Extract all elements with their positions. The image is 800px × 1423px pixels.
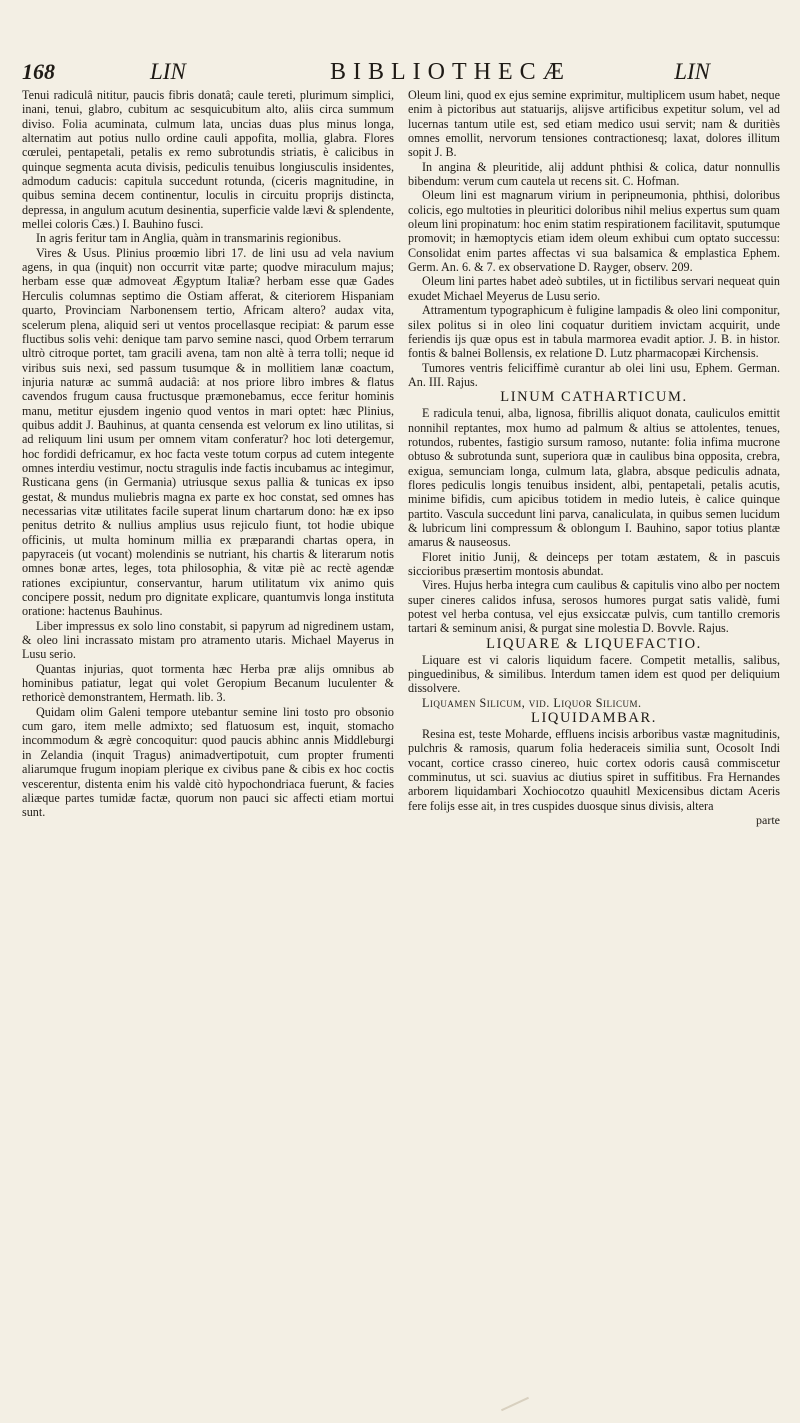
right-key-word: LIN [674,59,710,84]
page-number: 168 [22,59,55,84]
catchword: parte [756,813,780,828]
paragraph: Oleum lini, quod ex ejus semine exprimitur, multiplicem usum habet, neque enim à pictoribus aut statuarijs, alijsve artificibus expetitur solum, vel ad lucernas tantum utile est, sed etiam medico usui servit; nam & duritiès omnes emollit, nervorum tensiones contractionesq; laxat, dolores illitum sopit J. B. [408,88,780,160]
paper-mark [501,1397,529,1411]
paragraph: Liber impressus ex solo lino constabit, si papyrum ad nigredinem ustam, & oleo lini incrassato mistam pro atramento utaris. Michael Mayerus in Lusu serio. [22,618,394,662]
paragraph: Quantas injurias, quot tormenta hæc Herba præ alijs omnibus ab hominibus patiatur, legat qui volet Geropium Becanum luculenter & rethoricè demonstrantem, Hermath. lib. 3. [22,661,394,705]
paragraph: Attramentum typographicum è fuligine lampadis & oleo lini componitur, silex politus si in oleo lini coquatur duritiem invictam acquirit, unde feriendis ijs quæ opus est in tabula marmorea evadit aptior. J. B. in histor. fontis & balnei Bollensis, ex relatione D. Lutz pharmacopæi Kirchensis. [408,303,780,361]
paragraph: Floret initio Junij, & deinceps per totam æstatem, & in pascuis siccioribus præsertim montosis abundat. [408,549,780,578]
paragraph: Tumores ventris feliciffimè curantur ab olei lini usu, Ephem. German. An. III. Rajus. [408,360,780,389]
paragraph: E radicula tenui, alba, lignosa, fibrillis aliquot donata, cauliculos emittit nonnihil reptantes, mox humo ad palmum & altius se attolentes, tenues, rotundos, rubentes, fastigio sursum ramoso, nutante: folia infima mucrone obtuso & subrotunda sunt, superiora quæ in caulibus bina opposita, crebra, exigua, semunciam longa, culmum lata, glabra, absque pediculis adnata, flores pediculis longis tenuibus insident, albi, pentapetali, petalis acutis, minime bifidis, cum apicibus totidem in medio luteis, è calice quinque partito. Vascula succedunt lini parva, canaliculata, in quibus semen lucidum & lubricum lini compressum & oblongum I. Bauhino, sapor totius plantæ amarus & nauseosus. [408,406,780,550]
right-column [408,88,780,828]
running-title: BIBLIOTHECÆ [330,59,571,85]
section-heading-linum-catharticum: LINUM CATHARTICUM. [500,389,688,406]
paragraph: In angina & pleuritide, alij addunt phthisi & colica, datur nonnullis bibendum: verum cum cautela ut recens sit. C. Hofman. [408,159,780,189]
paragraph: Liquare est vi caloris liquidum facere. Competit metallis, salibus, pinguedinibus, & similibus. Interdum tamen idem est quod per deliquium dissolvere. [408,652,780,696]
section-heading-liquidambar: LIQUIDAMBAR. [531,710,657,727]
running-head [22,55,780,89]
paragraph: Vires & Usus. Plinius proœmio libri 17. de lini usu ad vela navium agens, in qua (inquit) non occurrit vitæ parte; quodve miraculum majus; herbam esse quæ admoveat Ægyptum Italiæ? herbam esse quæ Gades Herculis columnas septimo die Ostiam afferat, & citeriorem Hispaniam quarto, Provinciam Narbonensem tertio, Africam altero? audax vita, scelerum plena, aliquid seri ut ventos procellasque recipiat: & parum esse fluctibus solis vehi: denique tam parvo semine nasci, quod Orbem terrarum ultrò citroque portet, tam gracili avena, tam non altè à terra tolli; neque id viribus suis nexi, sed passum tusumque & in mollitiem lanæ coactum, injuria naturæ ac summâ audaciâ: at nos priore libro imbres & flatus cavendos frugum causa fructusque præmonebamus, ecce feritur hominis manu, metitur ejusdem ingenio quod ventos in mari optet: hæc Plinius, quibus addit J. Bauhinus, at quanta censenda est velorum ex lino utilitas, si ad reliquum lini usum per omnem vitam conferatur? hoc loti detergemur, hoc fordidi defricamur, ex hoc facta veste totum corpus ad cutem integente omnes interdiu vestimur, noctu stragulis inde factis incubamus ac integimur, Rusticana gens (in Germania) utriusque sexus pallia & tunicas ex ipso gestat, & mundus muliebris magna ex parte ex hoc constat, sed omnes has necessarias vitæ utilitates facile superat linum chartarum dono: hæ ex ipso penitus detrito & nullius amplius usus rejiculo fiunt, tot hodie ubique officinis, ut multa hominum millia ex præparandi chartas opera, in papyraceis (ut vocant) molendinis se nutriant, his chartis & literarum notis omnes bonæ artes, leges, tota philosophia, & vitæ piè ac rectè agendæ rationes excipiuntur, conservantur, harum utilitatum vix animo quis concipere possit, nedum pro dignitate explicare, quantumvis longa institutа oratione: hactenus Bauhinus. [22,245,394,619]
text-columns [22,88,780,828]
paragraph: Resina est, teste Moharde, effluens incisis arboribus vastæ magnitudinis, pulchris & ramosis, quarum folia hederaceis similia sunt, Ocosolt Indi vocant, cortice crasso cinereo, huic cortex odoris causâ commiscetur comminutus, ut sci. suavius ac diutius spiret in suffitibus. Fra Hernandes arborem liquidambari Xochiocotzo quauhitl Mexicensibus dictam Aceris fere folijs esse ait, in tres cuspides duosque sinus divisis, altera [408,727,780,813]
paragraph: Tenui radiculâ nititur, paucis fibris donatâ; caule tereti, plurimum simplici, inani, tenui, glabro, cubitum ac sesquicubitum alto, aliis circa summum diviso. Folia acuminata, culmum lata, uncias duas plus minus longa, alternatim aut potius nullo ordine cauli appofita, mollia, glabra. Flores cœrulei, pentapetali, petalis ex remo subrotundis striatis, è calicibus in quinque segmenta acuta divisis, pediculis tenuibus longiusculis insidentes, admodum caducis: capitula succedunt rotunda, (ciceris magnitudine, in quibus semina decem continentur, loculis in circuitu proprijs distincta, depressa, in angulum acutum desinentia, superficie valde lævi & splendente, mellei coloris Cæs.) I. Bauhino fusci. [22,88,394,232]
paragraph: Vires. Hujus herba integra cum caulibus & capitulis vino albo per noctem super cineres calidos infusa, serosos humores purgat satis validè, fumi potest vel herba contusa, vel ejus exsiccatæ pulvis, cum tantillo cremoris tartari & seminum anisi, & purgat sine molestia D. Bovvle. Rajus. [408,578,780,636]
section-heading-liquare: LIQUARE & LIQUEFACTIO. [486,635,702,652]
paragraph: Oleum lini partes habet adeò subtiles, ut in fictilibus servari nequeat quin exudet Michael Meyerus de Lusu serio. [408,274,780,303]
paragraph: Oleum lini est magnarum virium in peripneumonia, phthisi, doloribus colicis, ego multoties in pleuritici doloribus nihil melius expertus sum quam oleum lini propinatum: hoc enim statim respirationem facilitavit, sputumque promovit; in hæmoptycis etiam idem oleum exhibui cum optato successu: Consolidat enim partes affectas vi sua balsamica & emplastica Ephem. Germ. An. 6. & 7. ex observatione D. Rayger, observ. 209. [408,188,780,275]
paragraph: In agris feritur tam in Anglia, quàm in transmarinis regionibus. [36,231,342,246]
left-column [22,88,394,828]
cross-reference: Liquamen Silicum, vid. Liquor Silicum. [422,695,642,710]
paragraph: Quidam olim Galeni tempore utebantur semine lini tosto pro obsonio cum garo, item melle admixto; sed flatuosum est, inquit, stomacho incommodum & ægrè concoquitur: quod paucis abhinc annis Middleburgi in Zelandia (inquit Tragus) animadvertipotuit, cum propter frumenti aliarumque frugum inopiam plerique ex civibus pane & cibis ex hoc coctis vescerentur, distenta enim his valdè citò hypochondriaca fuerunt, & facies aliæque partes tumidæ factæ, quorum non pauci sic affecti etiam mortui sunt. [22,704,394,820]
left-key-word: LIN [150,59,186,84]
